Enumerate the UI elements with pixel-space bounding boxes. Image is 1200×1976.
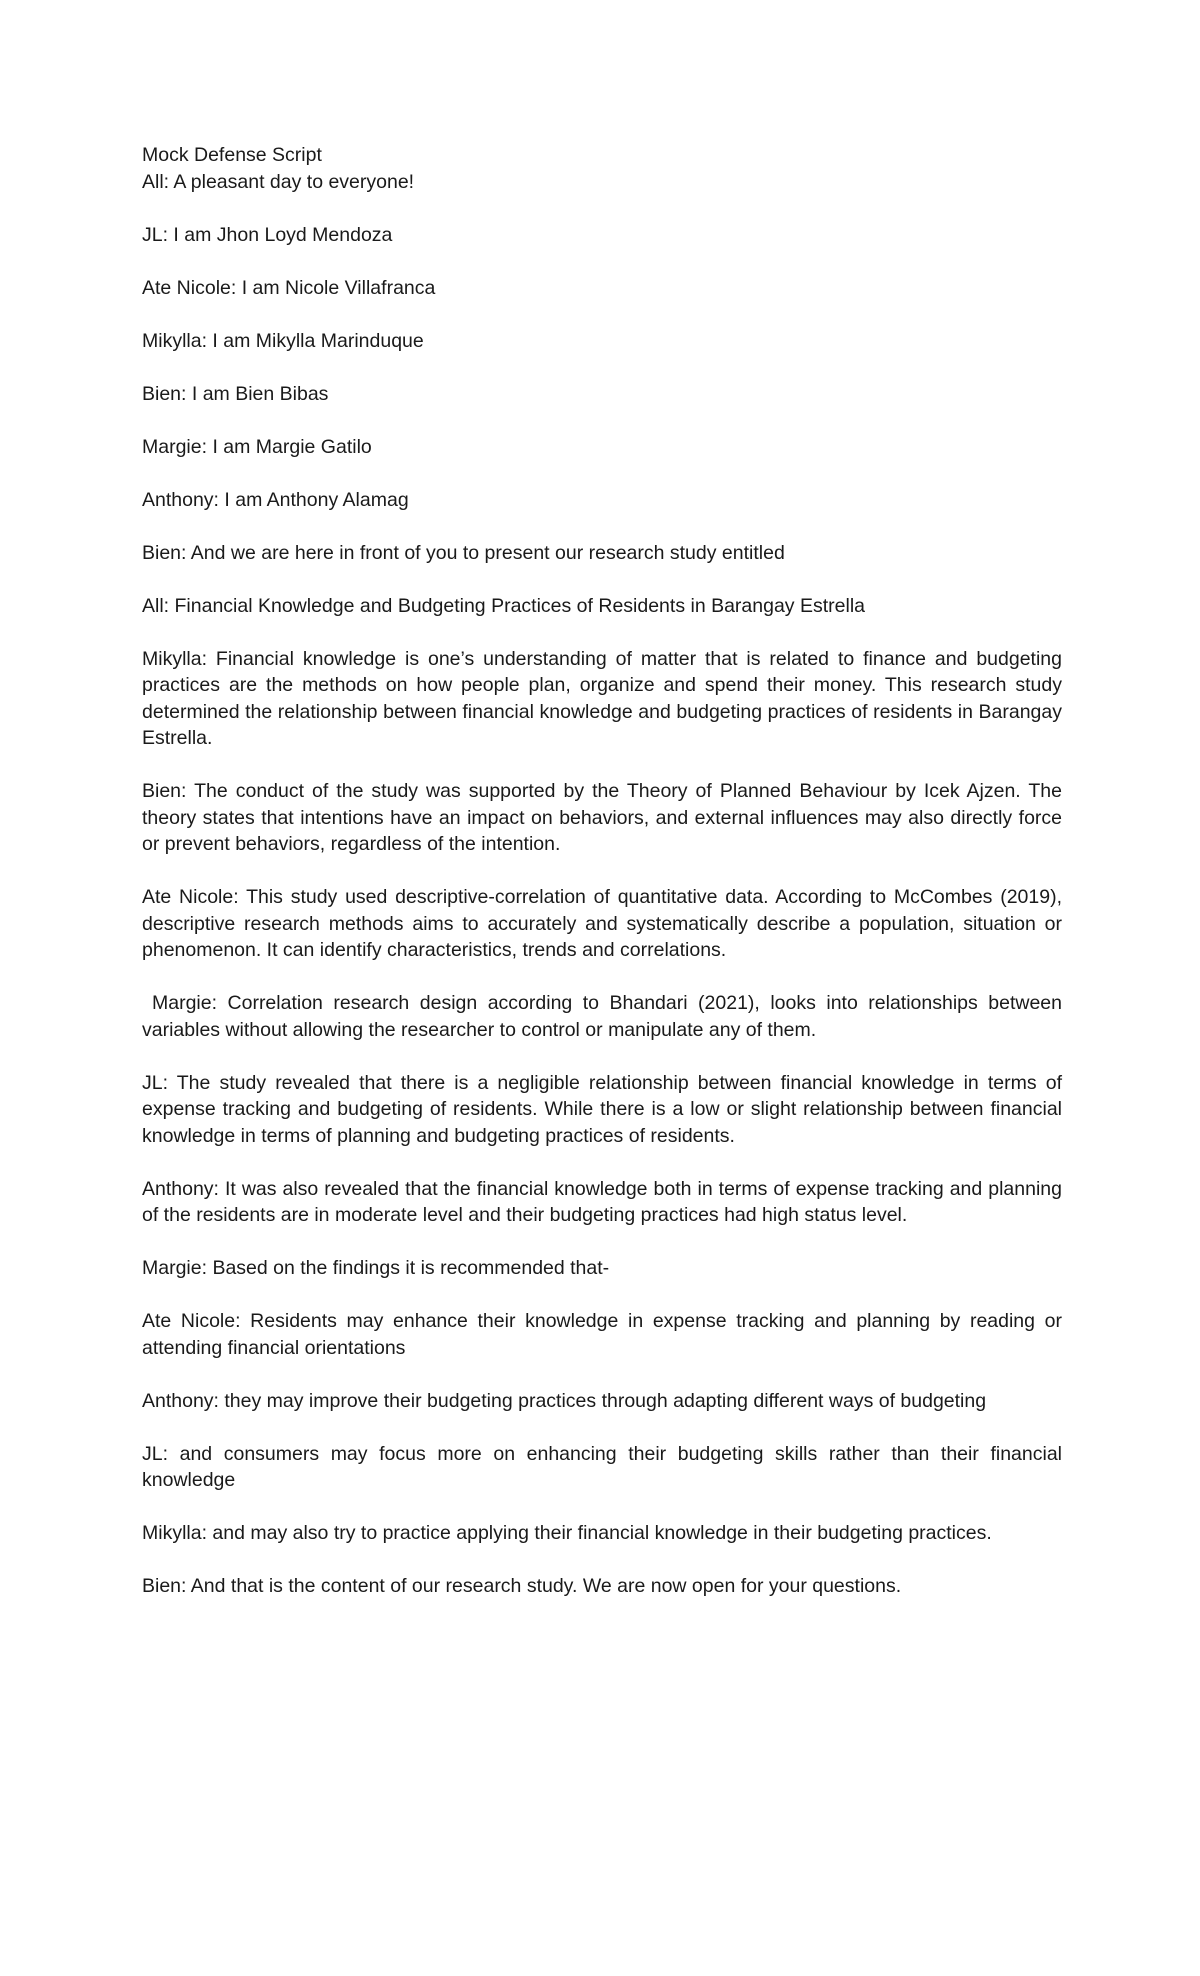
script-line: Mikylla: and may also try to practice applying their financial knowledge in their budgeting practices. (142, 1522, 992, 1544)
greeting-line: All: A pleasant day to everyone! (142, 170, 415, 193)
script-paragraph: Margie: Correlation research design according to Bhandari (2021), looks into relationships between variables without allowing the researcher to control or manipulate any of them. (142, 992, 1062, 1041)
script-paragraph: Ate Nicole: Residents may enhance their knowledge in expense tracking and planning by reading or attending financial orientations (142, 1310, 1062, 1359)
script-line: Bien: I am Bien Bibas (142, 382, 329, 405)
script-line: Anthony: I am Anthony Alamag (142, 488, 409, 511)
document-title: Mock Defense Script (142, 144, 322, 166)
script-paragraph: Ate Nicole: This study used descriptive-correlation of quantitative data. According to McCombes (2019), descriptive research methods aims to accurately and systematically describe a population, situation or phenomenon. It can identify characteristics, trends and correlations. (142, 886, 1062, 961)
script-paragraph: Anthony: It was also revealed that the financial knowledge both in terms of expense tracking and planning of the residents are in moderate level and their budgeting practices had high status level. (142, 1177, 1062, 1226)
script-line: JL: I am Jhon Loyd Mendoza (142, 223, 393, 246)
script-paragraph: JL: The study revealed that there is a negligible relationship between financial knowledge in terms of expense tracking and budgeting of residents. While there is a low or slight relationship between financial knowledge in terms of planning and budgeting practices of residents. (142, 1071, 1062, 1147)
script-line: Anthony: they may improve their budgeting practices through adapting different ways of budgeting (142, 1389, 987, 1412)
document-page (142, 142, 1062, 1626)
script-line: Margie: I am Margie Gatilo (142, 435, 372, 458)
script-line: Bien: And we are here in front of you to present our research study entitled (142, 541, 785, 564)
script-line: Mikylla: I am Mikylla Marinduque (142, 329, 424, 352)
study-title-line: All: Financial Knowledge and Budgeting Practices of Residents in Barangay Estrella (142, 594, 865, 617)
script-line: Ate Nicole: I am Nicole Villafranca (142, 276, 436, 299)
script-paragraph: JL: and consumers may focus more on enhancing their budgeting skills rather than their financial knowledge (142, 1442, 1062, 1491)
script-line: Margie: Based on the findings it is recommended that- (142, 1257, 610, 1279)
script-paragraph: Bien: The conduct of the study was supported by the Theory of Planned Behaviour by Icek Ajzen. The theory states that intentions have an impact on behaviors, and external influences may also directly force or prevent behaviors, regardless of the intention. (142, 780, 1062, 855)
closing-line: Bien: And that is the content of our research study. We are now open for your questions. (142, 1575, 902, 1597)
script-paragraph: Mikylla: Financial knowledge is one’s understanding of matter that is related to finance and budgeting practices are the methods on how people plan, organize and spend their money. This research study determined the relationship between financial knowledge and budgeting practices of residents in Barangay Estrella. (142, 647, 1062, 749)
